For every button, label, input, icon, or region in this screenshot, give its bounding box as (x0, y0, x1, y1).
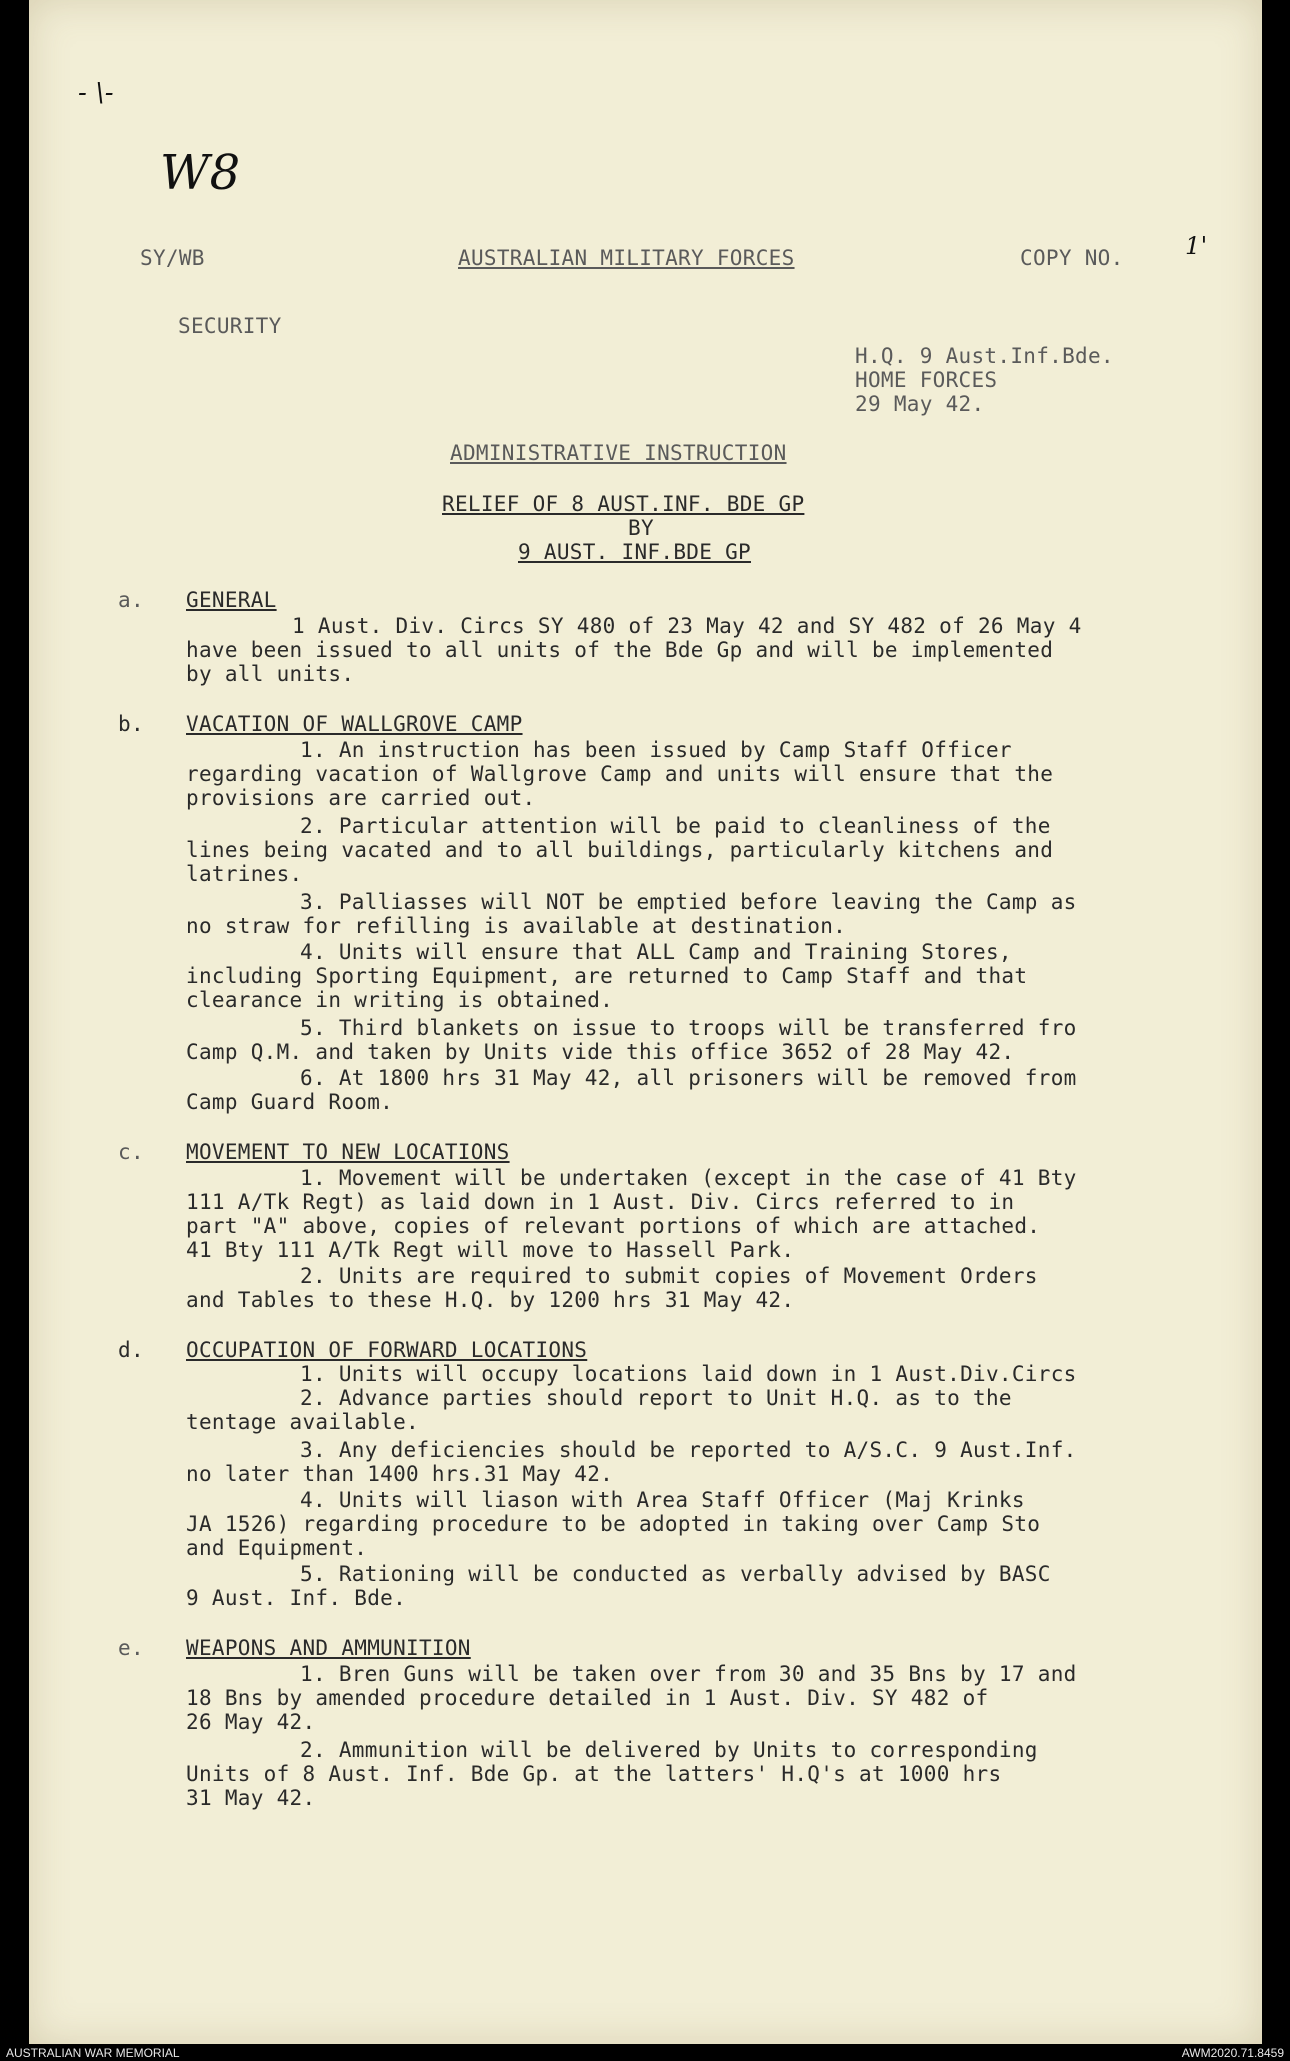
document-subheading-1: RELIEF OF 8 AUST.INF. BDE GP (442, 492, 805, 516)
section-b-line-12: 5. Third blankets on issue to troops will be transferred fro (300, 1016, 1077, 1040)
section-b-line-3: provisions are carried out. (186, 786, 536, 810)
section-c-line-5: 2. Units are required to submit copies of Movement Orders (300, 1264, 1038, 1288)
section-d-line-7: JA 1526) regarding procedure to be adopted in taking over Camp Sto (186, 1512, 1041, 1536)
section-e-letter: e. (118, 1636, 144, 1660)
footer-accession-number: AWM2020.71.8459 (1181, 2046, 1284, 2060)
section-d-line-4: 3. Any deficiencies should be reported to A/S.C. 9 Aust.Inf. (300, 1438, 1077, 1462)
section-d-title: OCCUPATION OF FORWARD LOCATIONS (186, 1338, 588, 1362)
reference-code: SY/WB (140, 246, 205, 270)
section-b-line-4: 2. Particular attention will be paid to cleanliness of the (300, 814, 1051, 838)
section-e-line-3: 26 May 42. (186, 1710, 316, 1734)
section-c-line-4: 41 Bty 111 A/Tk Regt will move to Hassell Park. (186, 1238, 795, 1262)
section-b-line-15: Camp Guard Room. (186, 1090, 394, 1114)
pencil-mark: - \- (78, 78, 114, 108)
section-e-line-5: Units of 8 Aust. Inf. Bde Gp. at the latters' H.Q's at 1000 hrs (186, 1762, 1002, 1786)
section-d-line-3: tentage available. (186, 1410, 419, 1434)
section-c-line-2: 111 A/Tk Regt) as laid down in 1 Aust. Div. Circs referred to in (186, 1190, 1015, 1214)
section-c-line-1: 1. Movement will be undertaken (except in the case of 41 Bty (300, 1166, 1077, 1190)
section-b-line-5: lines being vacated and to all buildings, particularly kitchens and (186, 838, 1054, 862)
section-b-line-2: regarding vacation of Wallgrove Camp and units will ensure that the (186, 762, 1054, 786)
section-c-title: MOVEMENT TO NEW LOCATIONS (186, 1140, 510, 1164)
security-label: SECURITY (178, 314, 282, 338)
section-b-line-11: clearance in writing is obtained. (186, 988, 614, 1012)
section-c-line-3: part "A" above, copies of relevant portions of which are attached. (186, 1214, 1041, 1238)
section-b-line-14: 6. At 1800 hrs 31 May 42, all prisoners will be removed from (300, 1066, 1077, 1090)
section-c-line-6: and Tables to these H.Q. by 1200 hrs 31 May 42. (186, 1288, 795, 1312)
section-b-line-13: Camp Q.M. and taken by Units vide this office 3652 of 28 May 42. (186, 1040, 1015, 1064)
handwritten-copy-number: 1' (1185, 232, 1208, 260)
section-e-line-1: 1. Bren Guns will be taken over from 30 and 35 Bns by 17 and (300, 1662, 1077, 1686)
section-d-letter: d. (118, 1338, 144, 1362)
section-e-line-4: 2. Ammunition will be delivered by Units to corresponding (300, 1738, 1038, 1762)
hq-line-3: 29 May 42. (855, 392, 985, 416)
section-b-letter: b. (118, 712, 144, 736)
hq-line-1: H.Q. 9 Aust.Inf.Bde. (855, 344, 1114, 368)
copy-number-label: COPY NO. (1020, 246, 1124, 270)
section-d-line-5: no later than 1400 hrs.31 May 42. (186, 1462, 614, 1486)
section-d-line-10: 9 Aust. Inf. Bde. (186, 1586, 407, 1610)
section-e-line-2: 18 Bns by amended procedure detailed in 1 Aust. Div. SY 482 of (186, 1686, 989, 1710)
hq-line-2: HOME FORCES (855, 368, 998, 392)
section-b-line-9: 4. Units will ensure that ALL Camp and Training Stores, (300, 940, 1012, 964)
document-heading: ADMINISTRATIVE INSTRUCTION (450, 441, 787, 465)
section-a-line-3: by all units. (186, 662, 355, 686)
section-c-letter: c. (118, 1140, 144, 1164)
section-a-line-2: have been issued to all units of the Bde Gp and will be implemented (186, 638, 1054, 662)
section-b-line-1: 1. An instruction has been issued by Camp Staff Officer (300, 738, 1012, 762)
section-e-title: WEAPONS AND AMMUNITION (186, 1636, 471, 1660)
section-d-line-6: 4. Units will liason with Area Staff Officer (Maj Krinks (300, 1488, 1025, 1512)
document-subheading-2: BY (628, 516, 654, 540)
section-b-line-6: latrines. (186, 862, 303, 886)
section-b-line-10: including Sporting Equipment, are returned to Camp Staff and that (186, 964, 1028, 988)
handwritten-initials: W8 (160, 145, 241, 201)
section-b-line-7: 3. Palliasses will NOT be emptied before leaving the Camp as (300, 890, 1077, 914)
section-d-line-2: 2. Advance parties should report to Unit H.Q. as to the (300, 1386, 1012, 1410)
section-b-line-8: no straw for refilling is available at destination. (186, 914, 847, 938)
section-a-line-1: 1 Aust. Div. Circs SY 480 of 23 May 42 and SY 482 of 26 May 4 (292, 614, 1082, 638)
section-d-line-9: 5. Rationing will be conducted as verbally advised by BASC (300, 1562, 1051, 1586)
footer-institution: AUSTRALIAN WAR MEMORIAL (6, 2046, 180, 2060)
section-a-letter: a. (118, 588, 144, 612)
section-d-line-1: 1. Units will occupy locations laid down in 1 Aust.Div.Circs (300, 1362, 1077, 1386)
section-d-line-8: and Equipment. (186, 1536, 368, 1560)
section-b-title: VACATION OF WALLGROVE CAMP (186, 712, 523, 736)
section-e-line-6: 31 May 42. (186, 1786, 316, 1810)
section-a-title: GENERAL (186, 588, 277, 612)
forces-title: AUSTRALIAN MILITARY FORCES (458, 246, 795, 270)
document-subheading-3: 9 AUST. INF.BDE GP (518, 540, 751, 564)
